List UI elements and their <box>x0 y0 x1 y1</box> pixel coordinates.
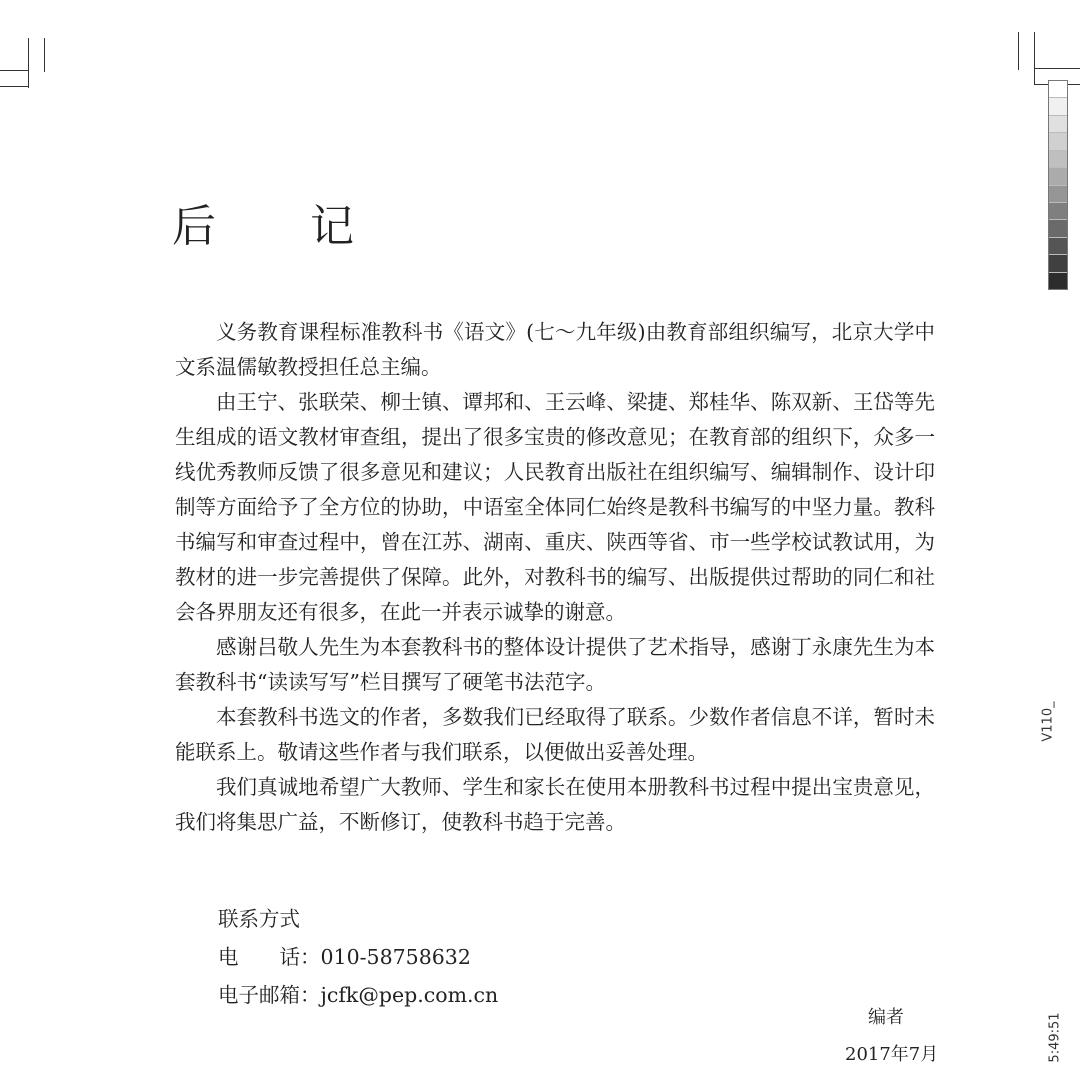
body-text <box>175 315 935 840</box>
page-title: 后 记 <box>172 201 394 252</box>
crop-mark <box>0 86 28 87</box>
contact-email-row <box>218 976 498 1014</box>
paragraph: 感谢吕敬人先生为本套教科书的整体设计提供了艺术指导，感谢丁永康先生为本套教科书“读读写写”栏目撰写了硬笔书法范字。 <box>175 635 935 694</box>
version-code: V110_ <box>1040 701 1056 742</box>
grayscale-bar <box>1048 80 1068 290</box>
crop-mark <box>1018 32 1019 70</box>
phone-value: 010-58758632 <box>320 945 471 969</box>
contact-heading: 联系方式 <box>218 907 300 931</box>
crop-mark <box>44 38 45 72</box>
crop-mark <box>1034 68 1080 69</box>
contact-phone-row <box>218 938 498 976</box>
phone-label: 电 话： <box>218 945 321 969</box>
signature: 编者 <box>868 1007 904 1028</box>
time-code: 5:49:51 <box>1047 1012 1063 1063</box>
paragraph: 由王宁、张联荣、柳士镇、谭邦和、王云峰、梁捷、郑桂华、陈双新、王岱等先生组成的语文教材审查组，提出了很多宝贵的修改意见；在教育部的组织下，众多一线优秀教师反馈了很多意见和建议；人民教育出版社在组织编写、编辑制作、设计印制等方面给予了全方位的协助，中语室全体同仁始终是教科书编写的中坚力量。教科书编写和审查过程中，曾在江苏、湖南、重庆、陕西等省、市一些学校试教试用，为教材的进一步完善提供了保障。此外，对教科书的编写、出版提供过帮助的同仁和社会各界朋友还有很多，在此一并表示诚挚的谢意。 <box>175 390 935 624</box>
crop-mark <box>1034 32 1035 84</box>
date: 2017年7月 <box>845 1044 939 1065</box>
contact-info <box>218 900 498 1014</box>
email-label: 电子邮箱： <box>218 983 321 1007</box>
crop-mark <box>0 70 28 71</box>
paragraph: 我们真诚地希望广大教师、学生和家长在使用本册教科书过程中提出宝贵意见，我们将集思广益，不断修订，使教科书趋于完善。 <box>175 775 935 834</box>
paragraph: 本套教科书选文的作者，多数我们已经取得了联系。少数作者信息不详，暂时未能联系上。敬请这些作者与我们联系，以便做出妥善处理。 <box>175 705 935 764</box>
email-value: jcfk@pep.com.cn <box>320 983 499 1007</box>
crop-mark <box>28 38 29 88</box>
paragraph: 义务教育课程标准教科书《语文》(七～九年级)由教育部组织编写，北京大学中文系温儒敏教授担任总主编。 <box>175 320 935 379</box>
